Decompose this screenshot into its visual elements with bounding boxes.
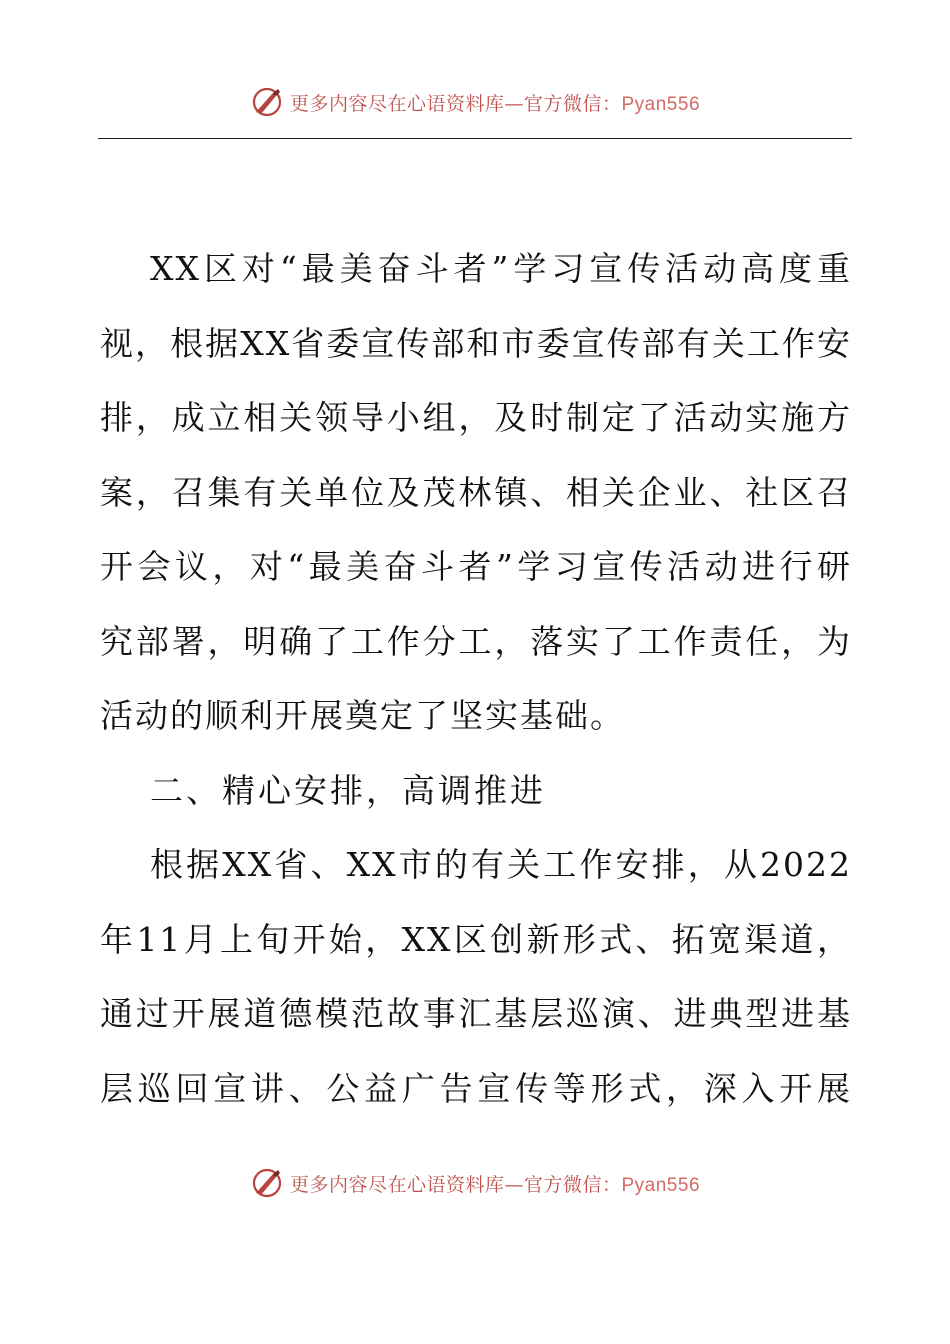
paragraph-line: 究部署，明确了工作分工，落实了工作责任，为	[100, 621, 852, 661]
paragraph-line: 活动的顺利开展奠定了坚实基础。	[100, 696, 625, 735]
paragraph-line: 案，召集有关单位及茂林镇、相关企业、社区召	[100, 472, 852, 512]
header-banner-label: 更多内容尽在心语资料库—官方微信：	[289, 92, 622, 115]
paragraph-line: 视，根据XX省委宣传部和市委宣传部有关工作安	[100, 323, 852, 363]
header-banner	[0, 82, 950, 122]
header-wechat-id: Pyan556	[621, 93, 701, 115]
document-body	[100, 232, 852, 1126]
footer-banner-text	[290, 1170, 700, 1197]
pen-logo-icon	[250, 1166, 284, 1200]
paragraph-line: 根据XX省、XX市的有关工作安排，从2022	[150, 845, 852, 884]
header-divider	[98, 138, 852, 139]
section-heading: 二、精心安排，高调推进	[150, 770, 546, 810]
footer-banner-label: 更多内容尽在心语资料库—官方微信：	[289, 1173, 622, 1196]
footer-banner	[0, 1163, 950, 1203]
paragraph-line: 层巡回宣讲、公益广告宣传等形式，深入开展	[100, 1068, 852, 1108]
header-banner-text	[290, 89, 700, 116]
pen-logo-icon	[250, 85, 284, 119]
footer-wechat-id: Pyan556	[621, 1174, 701, 1196]
paragraph-line: 排，成立相关领导小组，及时制定了活动实施方	[100, 398, 852, 437]
paragraph-line: 通过开展道德模范故事汇基层巡演、进典型进基	[100, 994, 852, 1033]
paragraph-line: XX区对“最美奋斗者”学习宣传活动高度重	[150, 249, 852, 288]
paragraph-line: 开会议，对“最美奋斗者”学习宣传活动进行研	[100, 547, 852, 586]
paragraph-line: 年11月上旬开始，XX区创新形式、拓宽渠道，	[100, 919, 852, 959]
